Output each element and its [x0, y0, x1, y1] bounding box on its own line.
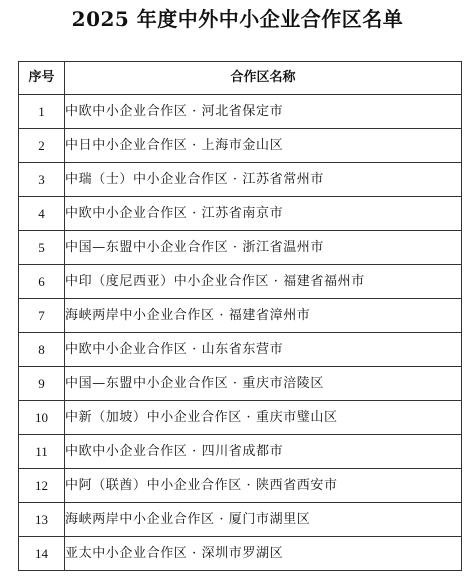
zone-name: 中新（加坡）中小企业合作区 · 重庆市璧山区 — [65, 401, 462, 435]
table-row — [19, 265, 462, 299]
table-row — [19, 401, 462, 435]
column-header-index: 序号 — [19, 62, 65, 95]
column-header-name: 合作区名称 — [65, 62, 462, 95]
zone-name: 中日中小企业合作区 · 上海市金山区 — [65, 129, 462, 163]
zone-name: 中印（度尼西亚）中小企业合作区 · 福建省福州市 — [65, 265, 462, 299]
row-index: 3 — [19, 163, 65, 197]
zone-name: 中欧中小企业合作区 · 四川省成都市 — [65, 435, 462, 469]
table-row — [19, 129, 462, 163]
zone-name: 亚太中小企业合作区 · 深圳市罗湖区 — [65, 537, 462, 571]
zone-name: 海峡两岸中小企业合作区 · 福建省漳州市 — [65, 299, 462, 333]
zone-name: 中瑞（士）中小企业合作区 · 江苏省常州市 — [65, 163, 462, 197]
row-index: 12 — [19, 469, 65, 503]
row-index: 5 — [19, 231, 65, 265]
row-index: 1 — [19, 95, 65, 129]
zone-name: 中欧中小企业合作区 · 河北省保定市 — [65, 95, 462, 129]
table-row — [19, 537, 462, 571]
zone-name: 中欧中小企业合作区 · 山东省东营市 — [65, 333, 462, 367]
table-row — [19, 299, 462, 333]
zone-name: 海峡两岸中小企业合作区 · 厦门市湖里区 — [65, 503, 462, 537]
table-row — [19, 469, 462, 503]
row-index: 9 — [19, 367, 65, 401]
zone-name: 中阿（联酋）中小企业合作区 · 陕西省西安市 — [65, 469, 462, 503]
zone-name: 中国—东盟中小企业合作区 · 重庆市涪陵区 — [65, 367, 462, 401]
table-row — [19, 435, 462, 469]
table-row — [19, 197, 462, 231]
table-row — [19, 367, 462, 401]
row-index: 11 — [19, 435, 65, 469]
table-row — [19, 333, 462, 367]
row-index: 8 — [19, 333, 65, 367]
zone-name: 中国—东盟中小企业合作区 · 浙江省温州市 — [65, 231, 462, 265]
document-title: 2025 年度中外中小企业合作区名单 — [71, 7, 404, 31]
row-index: 2 — [19, 129, 65, 163]
table-row — [19, 231, 462, 265]
row-index: 7 — [19, 299, 65, 333]
row-index: 10 — [19, 401, 65, 435]
row-index: 4 — [19, 197, 65, 231]
table-row — [19, 163, 462, 197]
zone-name: 中欧中小企业合作区 · 江苏省南京市 — [65, 197, 462, 231]
row-index: 6 — [19, 265, 65, 299]
table-row — [19, 503, 462, 537]
table-row — [19, 95, 462, 129]
table-header-row — [19, 62, 462, 95]
row-index: 13 — [19, 503, 65, 537]
cooperation-zone-table — [18, 61, 462, 571]
row-index: 14 — [19, 537, 65, 571]
